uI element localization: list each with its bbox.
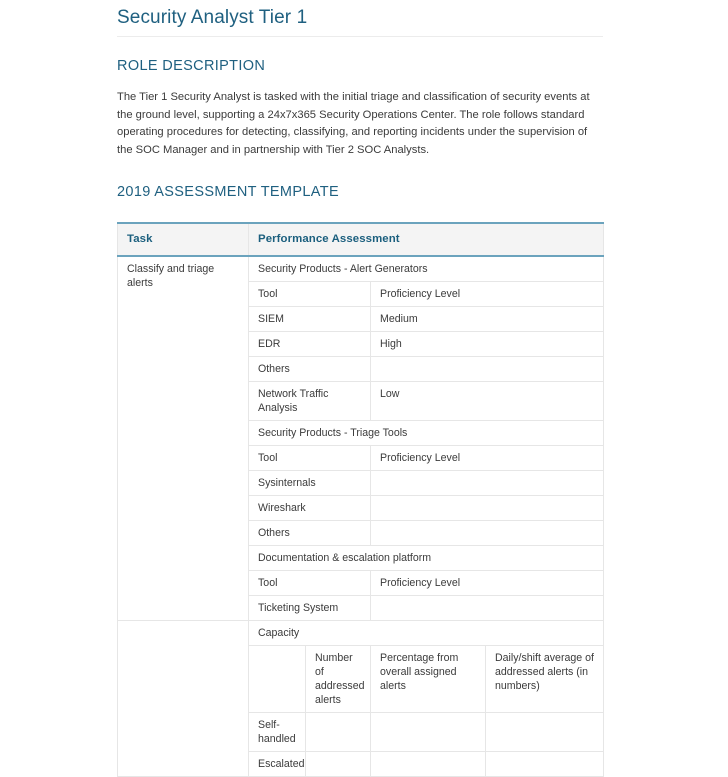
tool-name: EDR bbox=[249, 332, 371, 357]
capacity-column-header-daily-average: Daily/shift average of addressed alerts (in numbers) bbox=[486, 646, 604, 713]
table-header-row bbox=[118, 223, 604, 256]
assessment-table bbox=[117, 222, 604, 777]
tool-proficiency[interactable] bbox=[371, 471, 604, 496]
group-title-triage-tools: Security Products - Triage Tools bbox=[249, 421, 604, 446]
assessment-table-wrap bbox=[117, 200, 603, 777]
table-row bbox=[118, 256, 604, 282]
tool-proficiency[interactable] bbox=[371, 596, 604, 621]
table-row bbox=[118, 621, 604, 646]
tool-name: Sysinternals bbox=[249, 471, 371, 496]
subheader-proficiency-documentation: Proficiency Level bbox=[371, 571, 604, 596]
capacity-row-label: Self-handled bbox=[249, 713, 306, 752]
capacity-value-daily-average[interactable] bbox=[486, 713, 604, 752]
page-title: Security Analyst Tier 1 bbox=[117, 7, 308, 28]
capacity-value-number[interactable] bbox=[306, 752, 371, 777]
section-heading-role-description: ROLE DESCRIPTION bbox=[117, 58, 266, 74]
table-body bbox=[118, 256, 604, 777]
capacity-value-daily-average[interactable] bbox=[486, 752, 604, 777]
subheader-proficiency-triage-tools: Proficiency Level bbox=[371, 446, 604, 471]
column-header-performance-assessment: Performance Assessment bbox=[249, 223, 604, 256]
capacity-value-percentage[interactable] bbox=[371, 713, 486, 752]
tool-name: Ticketing System bbox=[249, 596, 371, 621]
column-header-task: Task bbox=[118, 223, 249, 256]
table-header bbox=[118, 223, 604, 256]
tool-proficiency[interactable] bbox=[371, 357, 604, 382]
subheader-tool-alert-generators: Tool bbox=[249, 282, 371, 307]
role-description-body: The Tier 1 Security Analyst is tasked with the initial triage and classification of security events at the ground level, supporting a 24x7x365 Security Operations Center. The role follows standard operating procedures for detecting, classifying, and reporting incidents under the supervision of the SOC Manager and in partnership with Tier 2 SOC Analysts. bbox=[117, 91, 590, 156]
tool-name: SIEM bbox=[249, 307, 371, 332]
tool-proficiency[interactable]: Medium bbox=[371, 307, 604, 332]
tool-proficiency[interactable]: Low bbox=[371, 382, 604, 421]
group-title-documentation-escalation: Documentation & escalation platform bbox=[249, 546, 604, 571]
section-heading-assessment-template: 2019 ASSESSMENT TEMPLATE bbox=[117, 184, 339, 200]
group-title-capacity: Capacity bbox=[249, 621, 604, 646]
tool-proficiency[interactable]: High bbox=[371, 332, 604, 357]
capacity-row-label: Escalated bbox=[249, 752, 306, 777]
subheader-proficiency-alert-generators: Proficiency Level bbox=[371, 282, 604, 307]
capacity-value-percentage[interactable] bbox=[371, 752, 486, 777]
capacity-value-number[interactable] bbox=[306, 713, 371, 752]
tool-name: Others bbox=[249, 521, 371, 546]
task-cell-empty bbox=[118, 621, 249, 777]
tool-proficiency[interactable] bbox=[371, 496, 604, 521]
group-title-alert-generators: Security Products - Alert Generators bbox=[249, 256, 604, 282]
tool-name: Wireshark bbox=[249, 496, 371, 521]
tool-proficiency[interactable] bbox=[371, 521, 604, 546]
capacity-corner-cell bbox=[249, 646, 306, 713]
subheader-tool-triage-tools: Tool bbox=[249, 446, 371, 471]
task-cell-classify-triage: Classify and triage alerts bbox=[118, 256, 249, 621]
tool-name: Others bbox=[249, 357, 371, 382]
capacity-column-header-number: Number of addressed alerts bbox=[306, 646, 371, 713]
subheader-tool-documentation: Tool bbox=[249, 571, 371, 596]
capacity-column-header-percentage: Percentage from overall assigned alerts bbox=[371, 646, 486, 713]
tool-name: Network Traffic Analysis bbox=[249, 382, 371, 421]
